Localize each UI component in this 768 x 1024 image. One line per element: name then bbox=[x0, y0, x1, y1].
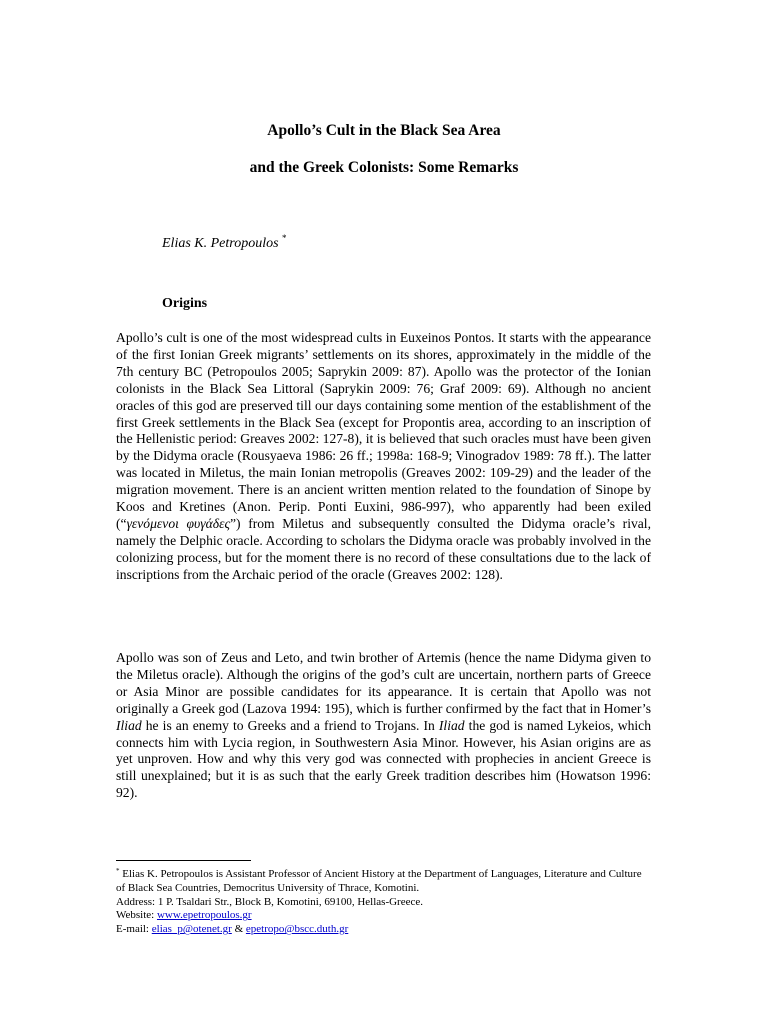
footnote-website bbox=[116, 909, 651, 923]
greek-phrase: γενόμενοι φυγάδες bbox=[126, 515, 230, 531]
iliad-title-1: Iliad bbox=[116, 717, 142, 733]
email-label: E-mail: bbox=[116, 923, 152, 936]
email-link-1[interactable]: elias_p@otenet.gr bbox=[151, 923, 232, 936]
author-name bbox=[162, 229, 287, 253]
author-text: Elias K. Petropoulos bbox=[162, 236, 279, 251]
paragraph-1-text-a: Apollo’s cult is one of the most widespread cults in Euxeinos Pontos. It starts with the appearance of the first Ionian Greek migrants’ settlements on its shores, approximately in the middle of the 7th century BC (Petropoulos 2005; Saprykin 2009: 87). Apollo was the protector of the Ionian colonists in the Black Sea Littoral (Saprykin 2009: 76; Graf 2009: 69). Although no ancient oracles of this god are preserved till our days containing some mention of the establishment of the first Greek settlements in the Black Sea (except for Propontis area, according to an inscription of the Hellenistic period: Greaves 2002: 127-8), it is believed that such oracles must have been given by the Didyma oracle (Rousyaeva 1986: 26 ff.; 1998a: 168-9; Vinogradov 1989: 78 ff.). The latter was located in Miletus, the main Ionian metropolis (Greaves 2002: 109-29) and the leader of the migration movement. There is an ancient written mention related to the foundation of Sinope by Koos and Kretines (Anon. Perip. Ponti Euxini, 986-997), who apparently had been exiled (“ bbox=[116, 330, 651, 531]
footnote-address: Address: 1 P. Tsaldari Str., Block B, Komotini, 69100, Hellas-Greece. bbox=[116, 895, 423, 908]
paragraph-2-text-c: the god is named Lykeios, which connects him with Lycia region, in Southwestern Asia Minor. However, his Asian origins are as yet unproven. How and why this very god was connected with prophecies in ancient Greece is still unexplained; but it is as such that the early Greek tradition describes him (Howatson 1996: 92). bbox=[116, 717, 651, 801]
paragraph-2-text-a: Apollo was son of Zeus and Leto, and twin brother of Artemis (hence the name Didyma given to the Miletus oracle). Although the origins of the god’s cult are uncertain, northern parts of Greece or Asia Minor are possible candidates for its appearance. It is certain that Apollo was not originally a Greek god (Lazova 1994: 195), which is further confirmed by the fact that in Homer’s bbox=[116, 650, 651, 716]
paragraph-2 bbox=[116, 650, 651, 802]
paragraph-1 bbox=[116, 330, 651, 584]
title-line-1: Apollo’s Cult in the Black Sea Area bbox=[267, 122, 501, 139]
iliad-title-2: Iliad bbox=[438, 717, 465, 733]
paragraph-2-text-b: he is an enemy to Greeks and a friend to Trojans. In bbox=[141, 717, 439, 733]
title-line-2: and the Greek Colonists: Some Remarks bbox=[249, 159, 519, 176]
email-separator: & bbox=[231, 923, 246, 936]
footnote-separator bbox=[116, 860, 251, 861]
author-footnote-mark: * bbox=[282, 233, 287, 243]
footnote-bio bbox=[116, 865, 651, 896]
website-link[interactable]: www.epetropoulos.gr bbox=[156, 909, 252, 922]
website-label: Website: bbox=[116, 909, 157, 922]
footnote-email bbox=[116, 923, 651, 937]
email-link-2[interactable]: epetropo@bscc.duth.gr bbox=[245, 923, 349, 936]
footnote bbox=[116, 865, 651, 937]
footnote-bio-text: Elias K. Petropoulos is Assistant Professor of Ancient History at the Department of Languages, Literature and Culture of Black Sea Countries, Democritus University of Thrace, Komotini. bbox=[116, 868, 642, 894]
section-heading: Origins bbox=[162, 296, 208, 311]
paragraph-1-text-b: ”) from Miletus and subsequently consulted the Didyma oracle’s rival, namely the Delphic oracle. According to scholars the Didyma oracle was probably involved in the colonizing process, but for the moment there is no record of these consultations due to the lack of inscriptions from the Archaic period of the oracle (Greaves 2002: 128). bbox=[116, 515, 651, 582]
footnote-mark: * bbox=[116, 867, 120, 875]
